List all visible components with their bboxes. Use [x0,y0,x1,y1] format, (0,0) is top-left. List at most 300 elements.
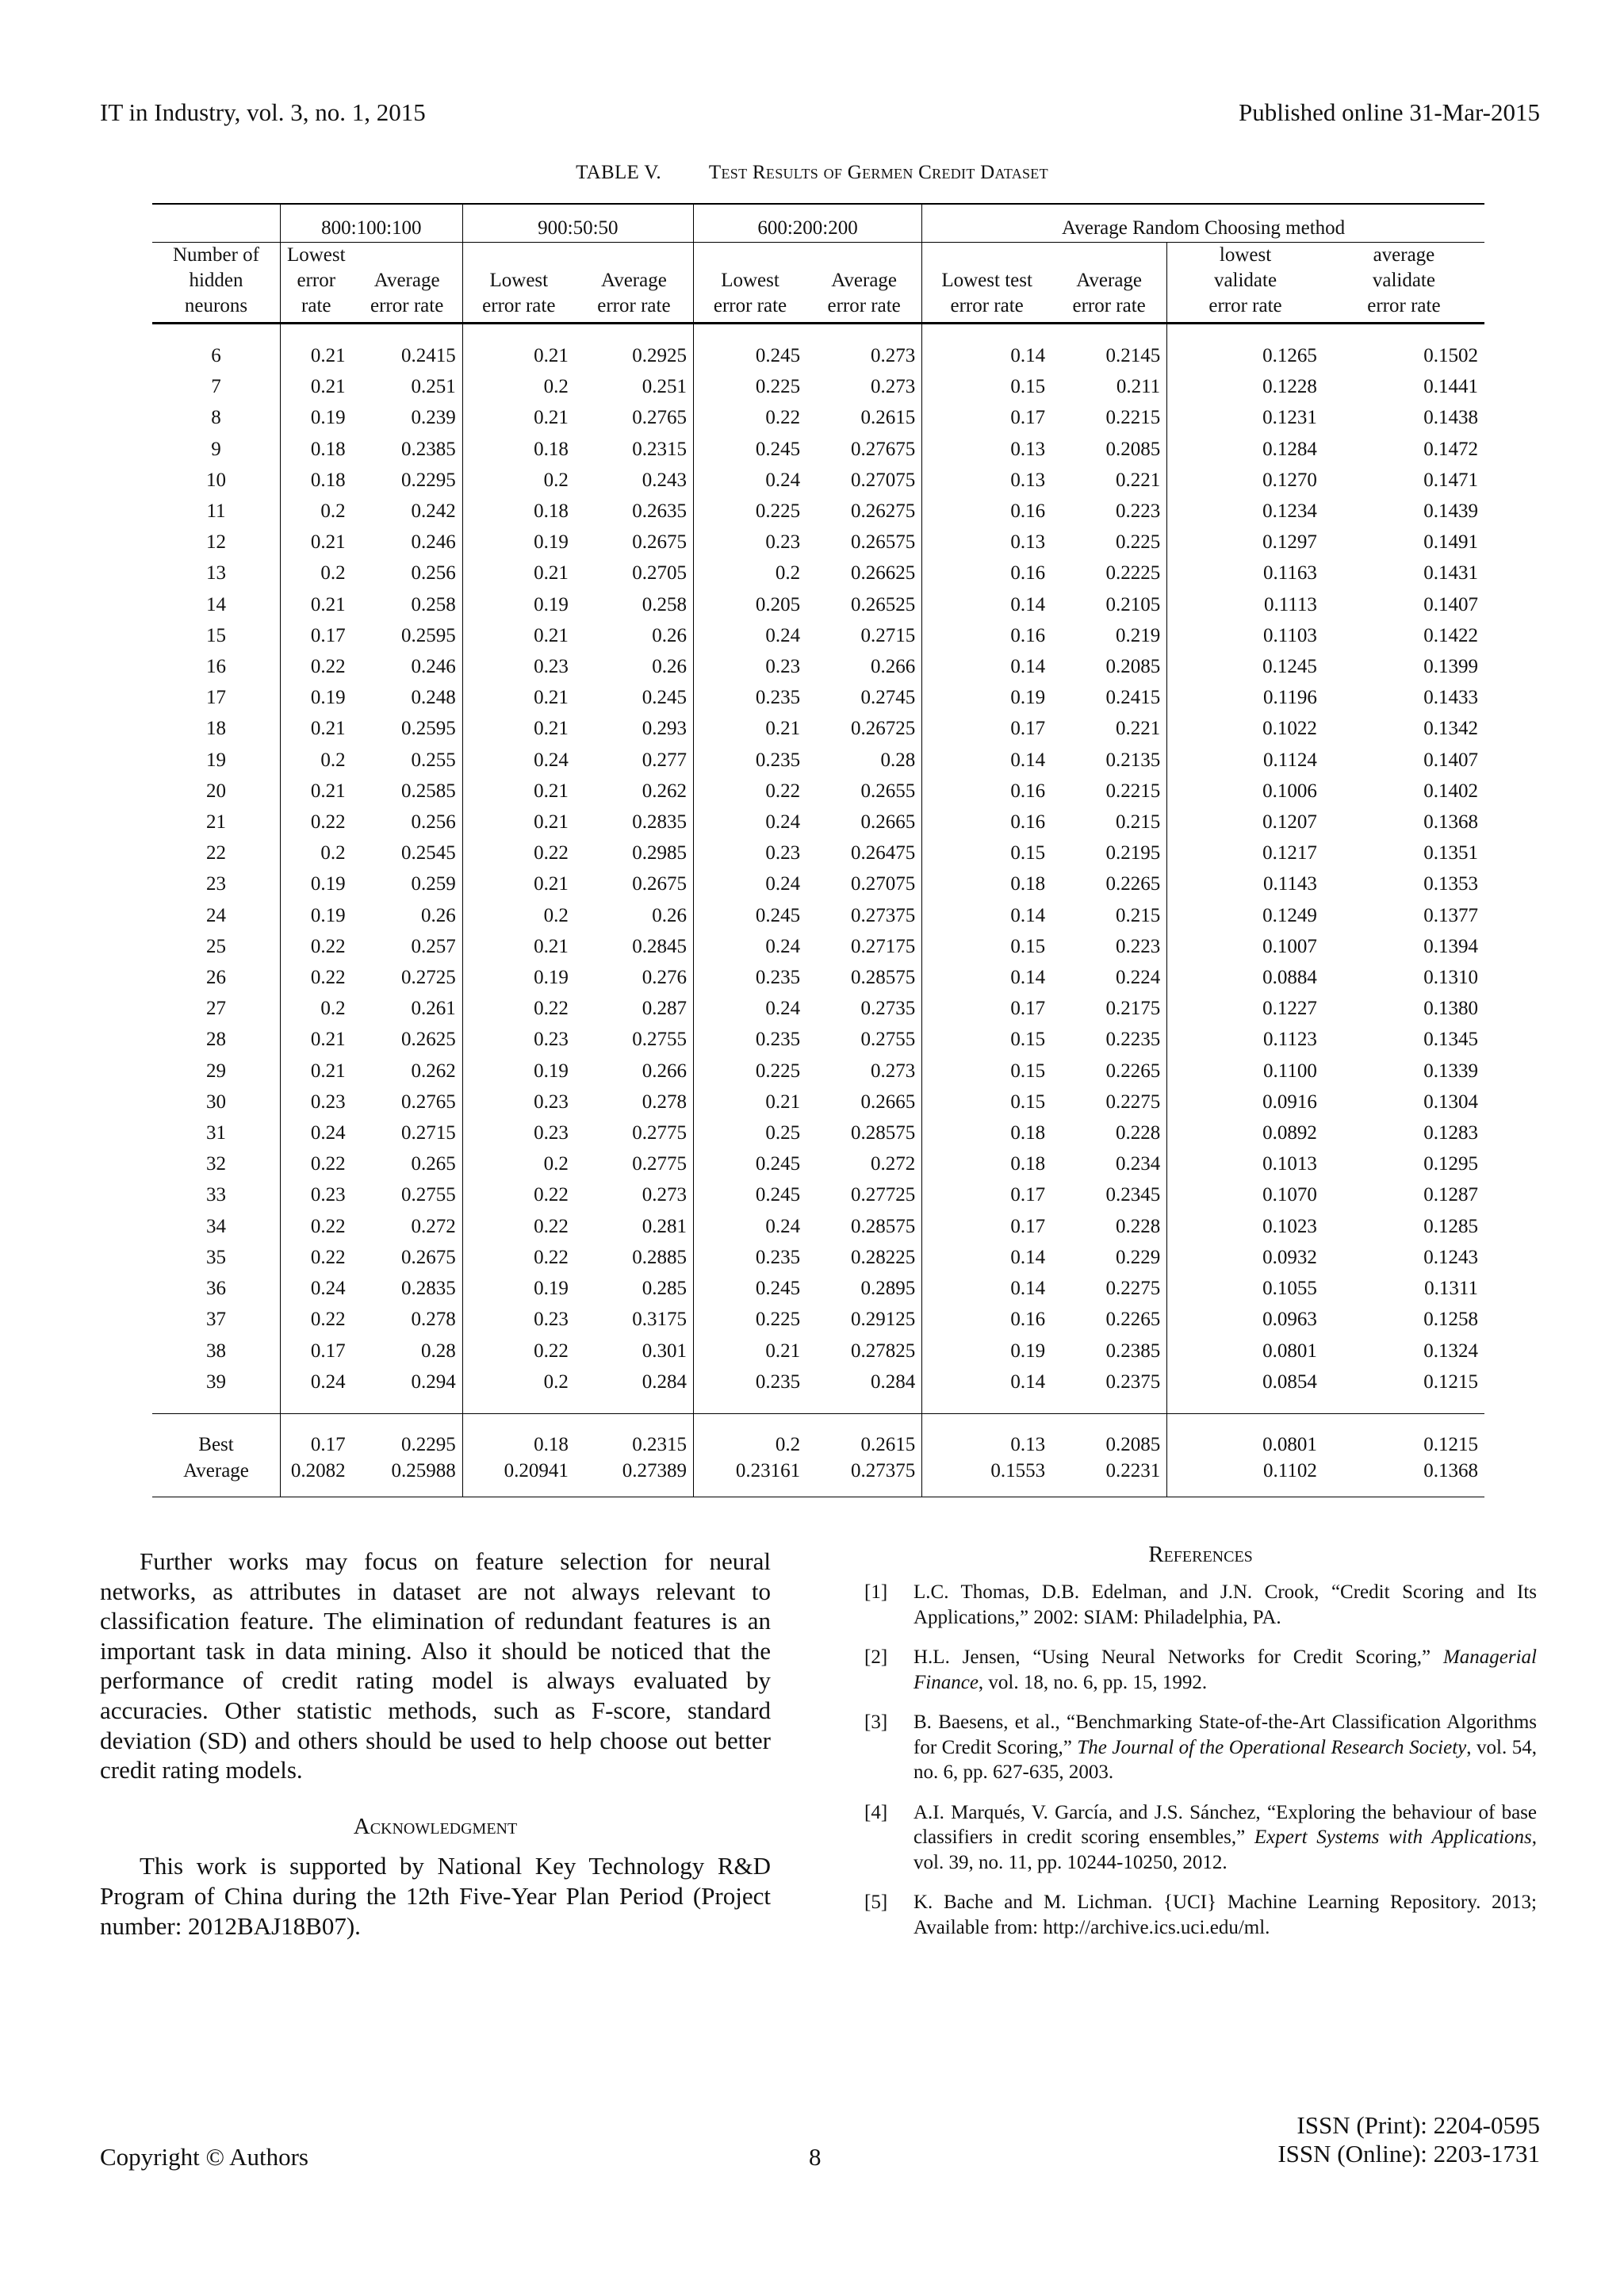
table-cell: 0.2625 [352,1024,463,1055]
table-cell: 0.22 [310,1215,346,1237]
hdr-text: rate [301,295,331,316]
table-cell: 0.22 [310,1309,346,1331]
table-cell: 39 [152,1366,280,1414]
table-cell: 0.14 [1010,345,1046,366]
table-row [152,745,1484,776]
issn-print: ISSN (Print): 2204-0595 [1297,2111,1540,2139]
reference-part: A.I. Marqués, V. García, and J.S. Sánchez, “Exploring the behaviour of base classifiers in credit scoring ensembles,” [914,1801,1537,1848]
table-cell: 0.1231 [1262,407,1317,429]
reference-item [864,1890,1537,1940]
table-cell: 0.266 [575,1056,694,1087]
table-row [152,776,1484,807]
reference-item [864,1645,1537,1695]
table-cell: 0.18 [462,1413,575,1458]
table-cell: 0.27675 [806,434,922,465]
table-cell: 0.21 [534,718,569,740]
table-cell: 0.21 [534,687,569,709]
table-cell: 0.2385 [1051,1336,1167,1366]
reference-text [914,1580,1537,1630]
table-cell: 0.28 [352,1336,463,1366]
table-cell: 0.2385 [352,434,463,465]
table-cell: 0.22 [310,967,346,989]
table-cell: 0.2675 [575,868,694,899]
table-cell: 0.1022 [1262,718,1317,740]
table-cell: 0.266 [806,651,922,682]
table-cell: 0.256 [352,807,463,838]
table-cell: 0.22 [534,998,569,1020]
table-cell: 0.13 [1010,438,1046,460]
table-cell: 0.2082 [280,1458,351,1497]
table-cell: 0.272 [352,1211,463,1242]
table-cell: 0.2315 [575,434,694,465]
table-cell: 0.21 [310,345,346,366]
table-cell: 0.284 [806,1366,922,1414]
table-cell: 0.1471 [1423,469,1478,491]
table-cell: 0.3175 [575,1304,694,1335]
table-cell: 0.265 [352,1148,463,1179]
table-cell: 0.17 [310,1340,346,1362]
table-cell: 0.2745 [806,682,922,713]
table-cell: 0.2 [320,562,346,585]
table-cell: 0.1070 [1262,1184,1317,1206]
table-cell: 0.223 [1051,931,1167,962]
table-cell: 0.261 [352,993,463,1024]
table-cell: 0.2765 [352,1087,463,1117]
table-cell: 0.1407 [1423,749,1478,771]
table-cell: 0.23 [534,1091,569,1113]
group-900: 900:50:50 [462,204,693,243]
table-cell: 0.27175 [806,931,922,962]
hdr-average-random [1051,243,1167,324]
table-cell: 0.21 [534,780,569,802]
table-row [152,838,1484,868]
table-cell: 0.21 [310,1029,346,1051]
table-cell: 0.284 [575,1366,694,1414]
table-cell: 0.221 [1051,465,1167,496]
table-cell: 0.23 [765,531,801,554]
table-cell: 0.1055 [1262,1278,1317,1300]
table-cell: 0.2585 [352,776,463,807]
table-cell: 0.19 [534,593,569,615]
table-cell: 0.1103 [1263,624,1317,646]
table-cell: 0.257 [352,931,463,962]
table-cell: 0.1422 [1423,624,1478,646]
table-cell: 0.262 [575,776,694,807]
table-cell: 0.22 [534,842,569,864]
table-cell: 16 [152,651,280,682]
table-cell: 0.1295 [1423,1153,1478,1175]
table-cell: 0.225 [1051,527,1167,558]
average-row [152,1458,1484,1497]
table-cell: 0.24 [765,935,801,957]
hdr-text: error rate [1208,295,1282,316]
table-cell: 0.245 [755,345,801,366]
table-cell: 0.1283 [1423,1122,1478,1144]
page-number: 8 [809,2143,822,2171]
table-cell: 0.278 [352,1304,463,1335]
hdr-average-900 [575,243,694,324]
table-cell: 0.2375 [1051,1366,1167,1414]
table-cell: 0.2085 [1051,1413,1167,1458]
table-cell: 0.2635 [575,496,694,527]
table-cell: 0.24 [765,998,801,1020]
table-cell: 0.245 [755,1184,801,1206]
table-cell: 0.19 [1010,687,1046,709]
reference-part: H.L. Jensen, “Using Neural Networks for Credit Scoring,” [914,1646,1443,1668]
table-cell: 0.1207 [1262,811,1317,834]
table-cell: 31 [152,1117,280,1148]
table-cell: 0.1270 [1262,469,1317,491]
hdr-text: Average [373,270,440,291]
table-cell: 0.255 [352,745,463,776]
table-cell: 0.1441 [1423,376,1478,398]
reference-text [914,1645,1537,1695]
hdr-text: average [1373,244,1435,266]
table-cell: 0.16 [1010,562,1046,585]
table-cell: 0.27375 [806,1458,922,1497]
table-cell: 0.1217 [1262,842,1317,864]
table-cell: 0.1431 [1423,562,1478,585]
table-cell: 0.1553 [922,1458,1051,1497]
table-cell: 0.19 [534,967,569,989]
table-cell: 0.24 [765,873,801,895]
table-cell: 11 [152,496,280,527]
table-cell: 0.1438 [1423,407,1478,429]
table-cell: 28 [152,1024,280,1055]
table-cell: 0.225 [755,1309,801,1331]
table-cell: 0.1380 [1423,998,1478,1020]
table-cell: 0.235 [755,1246,801,1268]
reference-number: [5] [864,1892,888,1913]
table-cell: 0.21 [534,935,569,957]
table-cell: 0.215 [1051,807,1167,838]
table-row [152,558,1484,588]
table-cell: 0.1113 [1263,593,1317,615]
table-cell: 0.1143 [1263,873,1317,895]
table-cell: 0.1368 [1323,1458,1484,1497]
reference-item [864,1800,1537,1876]
hdr-average-validate [1323,243,1484,324]
sub-header-row [152,243,1484,324]
table-cell: 0.1304 [1423,1091,1478,1113]
table-cell: 35 [152,1242,280,1273]
table-cell: 0.2175 [1051,993,1167,1024]
table-cell: 0.221 [1051,713,1167,744]
table-cell: 0.1310 [1423,967,1478,989]
table-cell: 0.2 [320,998,346,1020]
table-cell: 0.2295 [352,1413,463,1458]
table-cell: Best [152,1413,280,1458]
table-cell: 0.2 [775,562,801,585]
table-cell: 0.2675 [575,527,694,558]
hdr-lowest-validate [1167,243,1323,324]
table-cell: 0.16 [1010,1309,1046,1331]
table-cell: 0.24 [310,1278,346,1300]
table-cell: 0.14 [1010,1278,1046,1300]
table-cell: 0.17 [280,1413,351,1458]
hdr-lowest-900 [462,243,575,324]
table-cell: 0.2715 [806,620,922,651]
table-cell: 0.2845 [575,931,694,962]
hdr-average-800 [352,243,463,324]
table-cell: 0.28575 [806,1117,922,1148]
table-cell: 0.1339 [1423,1060,1478,1082]
table-cell: 0.245 [755,1153,801,1175]
table-cell: 0.2 [543,1370,569,1393]
table-cell: 0.1123 [1263,1029,1317,1051]
table-cell: 0.228 [1051,1211,1167,1242]
table-cell: 0.281 [575,1211,694,1242]
table-row [152,651,1484,682]
table-cell: 0.15 [1010,935,1046,957]
table-row [152,1304,1484,1335]
reference-part: B. Baesens, et al., “Benchmarking State-of-the-Art Classification Algorithms for Credit Scoring,” [914,1711,1537,1758]
table-cell: 0.224 [1051,962,1167,993]
table-cell: 0.16 [1010,811,1046,834]
table-cell: 0.2 [543,1153,569,1175]
table-cell: 23 [152,868,280,899]
table-cell: 0.2265 [1051,1056,1167,1087]
table-cell: 0.22 [310,935,346,957]
table-cell: 0.17 [1010,407,1046,429]
table-cell: 0.229 [1051,1242,1167,1273]
table-cell: 0.1227 [1262,998,1317,1020]
table-cell: 0.14 [1010,749,1046,771]
table-cell: 0.242 [352,496,463,527]
table-cell: 0.21 [310,780,346,802]
table-row [152,1179,1484,1210]
hdr-text: validate [1372,270,1435,291]
table-cell: 0.27389 [575,1458,694,1497]
table-cell: 0.21 [310,1060,346,1082]
table-cell: 0.301 [575,1336,694,1366]
table-cell: 0.2755 [806,1024,922,1055]
table-cell: 24 [152,900,280,931]
left-column [100,1547,771,1941]
hdr-text: lowest [1219,244,1272,266]
table-cell: 0.225 [755,500,801,523]
table-cell: 0.19 [1010,1340,1046,1362]
table-cell: 0.1013 [1262,1153,1317,1175]
table-cell: 8 [152,402,280,433]
table-cell: 0.22 [310,1153,346,1175]
table-cell: 36 [152,1273,280,1304]
table-cell: 0.21 [534,624,569,646]
table-row [152,1273,1484,1304]
table-cell: 0.2925 [575,324,694,372]
table-row [152,1211,1484,1242]
table-cell: 0.23 [534,1122,569,1144]
hdr-text: error rate [827,295,901,316]
table-cell: 0.24 [534,749,569,771]
table-cell: 0.0854 [1262,1370,1317,1393]
group-random: Average Random Choosing method [922,204,1484,243]
hdr-text: Number of [172,244,259,266]
table-cell: 0.13 [1010,469,1046,491]
table-body [152,324,1484,1414]
table-cell: 0.2215 [1051,776,1167,807]
table-row [152,1148,1484,1179]
table-cell: 0.211 [1051,371,1167,402]
table-cell: 0.23 [534,656,569,678]
table-cell: 0.14 [1010,967,1046,989]
table-cell: 0.239 [352,402,463,433]
table-row [152,465,1484,496]
table-cell: 0.2705 [575,558,694,588]
table-cell: 0.14 [1010,656,1046,678]
table-cell: 0.15 [1010,1060,1046,1082]
table-cell: 0.24 [765,469,801,491]
table-cell: 0.24 [310,1122,346,1144]
table-row [152,1087,1484,1117]
group-header-blank [152,204,280,243]
table-cell: 0.2 [543,904,569,926]
table-cell: 0.21 [310,531,346,554]
table-cell: 0.23 [765,842,801,864]
table-cell: 34 [152,1211,280,1242]
table-cell: 0.2755 [575,1024,694,1055]
table-row [152,496,1484,527]
table-cell: 18 [152,713,280,744]
table-cell: 0.1433 [1423,687,1478,709]
reference-text [914,1890,1537,1940]
table-row [152,962,1484,993]
table-row [152,1242,1484,1273]
table-cell: 12 [152,527,280,558]
table-cell: 0.1249 [1262,904,1317,926]
table-cell: 0.0932 [1262,1246,1317,1268]
table-row [152,324,1484,372]
table-cell: 0.2715 [352,1117,463,1148]
hdr-text: Lowest [489,270,549,291]
table-cell: 0.1402 [1423,780,1478,802]
table-cell: 0.26 [575,651,694,682]
table-cell: 0.1377 [1423,904,1478,926]
table-cell: 0.2265 [1051,868,1167,899]
table-cell: 0.19 [310,407,346,429]
table-cell: 0.19 [534,1278,569,1300]
table-cell: 0.2835 [352,1273,463,1304]
table-cell: 0.205 [755,593,801,615]
table-cell: 0.225 [755,376,801,398]
table-cell: 0.1243 [1423,1246,1478,1268]
reference-part: , vol. 54, no. 6, pp. 627-635, 2003. [914,1736,1537,1783]
copyright: Copyright © Authors [100,2143,308,2171]
reference-part: , vol. 39, no. 11, pp. 10244-10250, 2012. [914,1826,1537,1873]
table-cell: 20 [152,776,280,807]
table-cell: 0.251 [575,371,694,402]
table-cell: 0.1399 [1423,656,1478,678]
table-cell: 0.17 [1010,1184,1046,1206]
table-cell: 0.1285 [1423,1215,1478,1237]
table-cell: 0.26725 [806,713,922,744]
table-cell: 0.1196 [1263,687,1317,709]
table-cell: 0.27825 [806,1336,922,1366]
table-cell: 0.2835 [575,807,694,838]
table-cell: 0.18 [534,500,569,523]
table-cell: 0.1368 [1423,811,1478,834]
hdr-text: error rate [1072,295,1146,316]
hdr-text: neurons [184,295,248,316]
table-cell: 0.293 [575,713,694,744]
table-cell: 0.276 [575,962,694,993]
issn-block [1277,2111,1540,2168]
reference-part: L.C. Thomas, D.B. Edelman, and J.N. Crook, “Credit Scoring and Its Applications,” 2002: SIAM: Philadelphia, PA. [914,1581,1537,1628]
table-cell: 0.246 [352,527,463,558]
table-cell: 0.2775 [575,1117,694,1148]
acknowledgment-heading: Acknowledgment [353,1813,518,1839]
table-cell: 0.2 [693,1413,806,1458]
table-cell: 0.245 [575,682,694,713]
table-cell: 0.2765 [575,402,694,433]
table-cell: 0.235 [755,1029,801,1051]
table-caption [0,162,1624,184]
table-cell: 0.1351 [1423,842,1478,864]
table-cell: 0.2885 [575,1242,694,1273]
reference-part: , vol. 18, no. 6, pp. 15, 1992. [978,1671,1208,1693]
table-row [152,1056,1484,1087]
table-cell: 0.26 [575,900,694,931]
hdr-text: error rate [370,295,444,316]
table-cell: 0.2195 [1051,838,1167,868]
reference-source: Managerial Finance [914,1646,1537,1693]
table-row [152,589,1484,620]
table-cell: 0.26575 [806,527,922,558]
table-summary [152,1413,1484,1497]
table-cell: 22 [152,838,280,868]
table-cell: 0.1215 [1423,1370,1478,1393]
table-cell: 0.1407 [1423,593,1478,615]
table-cell: 0.1394 [1423,935,1478,957]
reference-item [864,1710,1537,1785]
table-cell: 0.2655 [806,776,922,807]
reference-text [914,1710,1537,1785]
table-cell: 0.2755 [352,1179,463,1210]
table-cell: 0.2675 [352,1242,463,1273]
table-cell: 0.0801 [1262,1340,1317,1362]
table-row [152,807,1484,838]
table-row [152,713,1484,744]
table-cell: 0.2985 [575,838,694,868]
table-cell: 0.245 [755,1278,801,1300]
table-cell: 0.19 [310,904,346,926]
results-table [152,203,1484,1497]
table-cell: 0.21 [310,718,346,740]
table-cell: 0.2315 [575,1413,694,1458]
table-cell: 0.2225 [1051,558,1167,588]
table-cell: 0.27075 [806,868,922,899]
table-row [152,434,1484,465]
references-heading: References [1148,1542,1253,1567]
table-cell: 0.1345 [1423,1029,1478,1051]
hdr-text: error rate [1367,295,1441,316]
table-cell: 0.28575 [806,962,922,993]
table-cell: 0.246 [352,651,463,682]
table-cell: 0.15 [1010,1091,1046,1113]
table-cell: 0.2595 [352,620,463,651]
table-cell: 0.277 [575,745,694,776]
table-cell: 0.26525 [806,589,922,620]
table-cell: 38 [152,1336,280,1366]
hdr-text: Average [1076,270,1143,291]
table-cell: 32 [152,1148,280,1179]
reference-number: [4] [864,1801,888,1823]
table-cell: 0.2295 [352,465,463,496]
table-cell: 0.2615 [806,1413,922,1458]
table-cell: 15 [152,620,280,651]
table-cell: 0.2135 [1051,745,1167,776]
table-cell: 0.1215 [1323,1413,1484,1458]
